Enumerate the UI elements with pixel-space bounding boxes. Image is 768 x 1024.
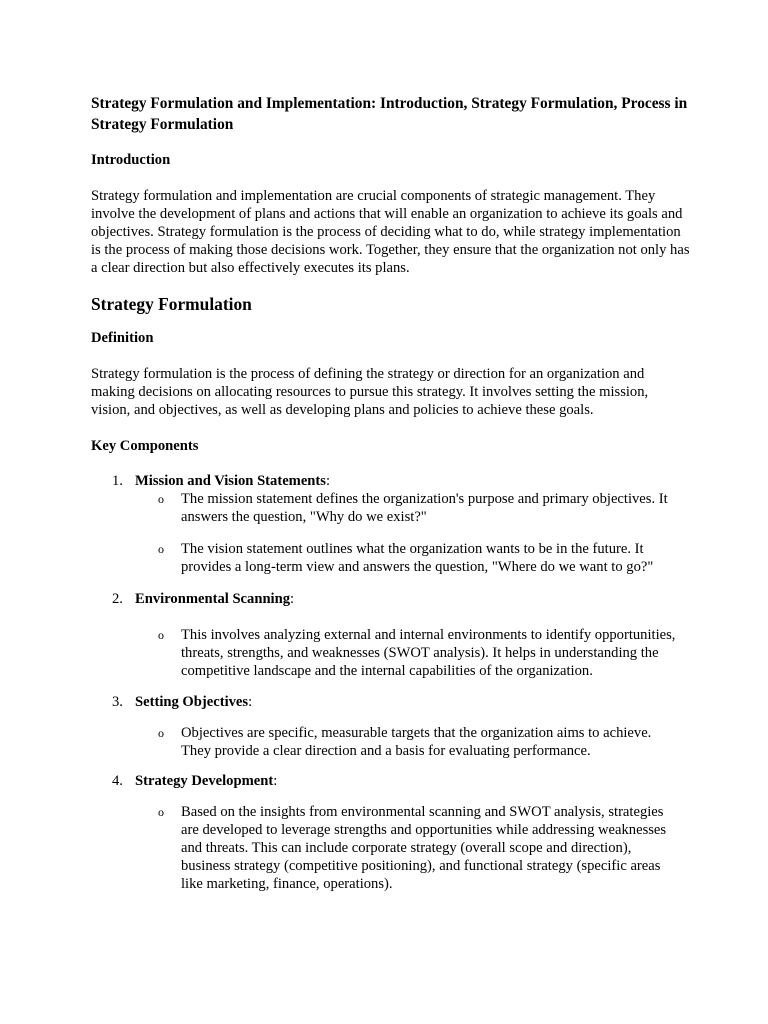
bullet-text: The vision statement outlines what the organization wants to be in the future. It provides a long-term view and answers the question, "Where do we want to go?" [181,541,654,575]
component-number: 2. [112,591,123,607]
component-item [91,772,691,790]
bullet-item [91,540,691,576]
bullet-item [91,803,691,893]
component-item [91,693,691,711]
bullet-text: Based on the insights from environmental scanning and SWOT analysis, strategies are developed to leverage strengths and opportunities while addressing weaknesses and threats. This can include corporate strategy (overall scope and direction), business strategy (competitive positioning), and functional strategy (specific areas like marketing, finance, operations). [181,804,667,892]
document-page [91,93,691,893]
component-item [91,472,691,490]
component-title: Mission and Vision Statements [135,473,326,489]
component-colon: : [273,773,278,789]
bullet-text: The mission statement defines the organization's purpose and primary objectives. It answers the question, "Why do we exist?" [181,491,668,525]
bullet-marker: o [158,726,164,740]
bullet-item [91,490,691,526]
definition-paragraph: Strategy formulation is the process of defining the strategy or direction for an organization and making decisions on allocating resources to pursue this strategy. It involves setting the mission, vision, and objectives, as well as developing plans and policies to achieve these goals. [91,366,649,418]
bullet-text: Objectives are specific, measurable targets that the organization aims to achieve. They provide a clear direction and a basis for evaluating performance. [181,725,652,759]
component-title: Setting Objectives [135,694,249,710]
component-number: 4. [112,773,123,789]
component-number: 1. [112,473,123,489]
component-colon: : [325,473,331,489]
bullet-item [91,626,691,680]
strategy-formulation-heading: Strategy Formulation [91,294,252,314]
component-number: 3. [112,694,123,710]
component-title: Environmental Scanning [135,591,291,607]
bullet-marker: o [158,805,164,819]
bullet-item [91,724,691,760]
component-item [91,590,691,608]
introduction-heading: Introduction [91,152,171,168]
bullet-text: This involves analyzing external and internal environments to identify opportunities, threats, strengths, and weaknesses (SWOT analysis). It helps in understanding the competitive landscape and the internal capabilities of the organization. [181,627,676,679]
definition-heading: Definition [91,330,154,346]
introduction-paragraph: Strategy formulation and implementation are crucial components of strategic management. They involve the development of plans and actions that will enable an organization to achieve its goals and objectives. Strategy formulation is the process of deciding what to do, while strategy implementation is the process of making those decisions work. Together, they ensure that the organization not only has a clear direction but also effectively executes its plans. [91,188,690,276]
component-colon: : [290,591,295,607]
bullet-marker: o [158,542,164,556]
component-colon: : [248,694,253,710]
component-title: Strategy Development [135,773,274,789]
bullet-marker: o [158,628,164,642]
document-title: Strategy Formulation and Implementation: Introduction, Strategy Formulation, Process in Strategy Formulation [91,95,688,133]
bullet-marker: o [158,492,164,506]
key-components-heading: Key Components [91,438,199,454]
